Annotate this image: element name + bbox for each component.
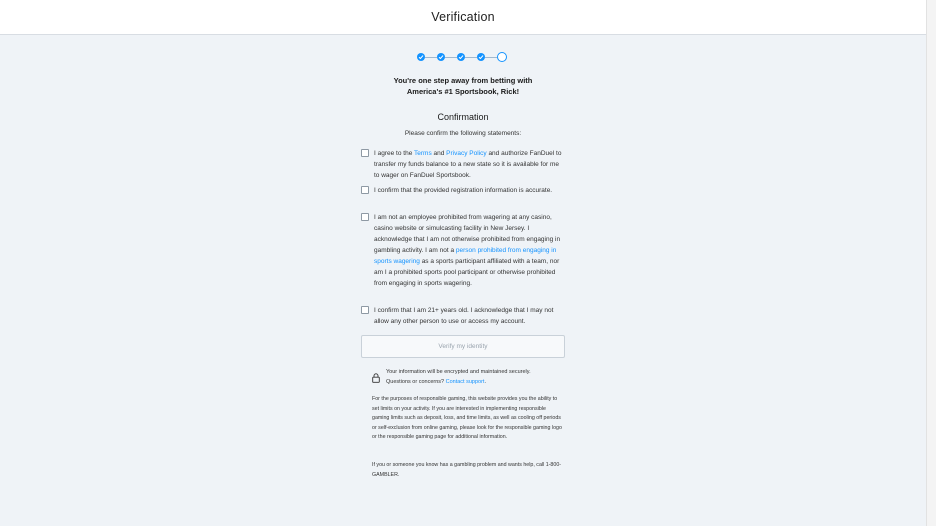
age-checkbox[interactable]	[361, 306, 369, 314]
terms-link[interactable]: Terms	[414, 150, 432, 157]
gambling-help-text: If you or someone you know has a gambling problem and wants help, call 1-800-GAMBLER.	[372, 462, 562, 478]
eligibility-checkbox[interactable]	[361, 213, 369, 221]
statement-terms	[361, 148, 566, 181]
terms-checkbox[interactable]	[361, 149, 369, 157]
step-connector	[445, 57, 457, 58]
accurate-info-checkbox[interactable]	[361, 186, 369, 194]
check-icon	[478, 54, 484, 60]
prohibited-person-link[interactable]: person prohibited from engaging in sports wagering	[374, 247, 557, 265]
statement-age	[361, 305, 566, 327]
step-connector	[425, 57, 437, 58]
responsible-gaming-text: For the purposes of responsible gaming, this website provides you the ability to set limits on your activity. If you are interested in implementing responsible gaming limits such as deposit, loss, and time limits, as well as cooling off periods or self-exclusion from online gaming, please look for the responsible gaming logo or the responsible gaming page for additional information.	[372, 396, 562, 440]
page-header	[0, 0, 926, 35]
page-title: Verification	[431, 10, 495, 24]
headline: You're one step away from betting with America's #1 Sportsbook, Rick!	[393, 76, 533, 96]
step-connector	[485, 57, 497, 58]
step-complete-3	[457, 53, 465, 61]
check-icon	[418, 54, 424, 60]
step-complete-2	[437, 53, 445, 61]
step-complete-4	[477, 53, 485, 61]
statement-accurate	[361, 185, 566, 196]
secure-text: Your information will be encrypted and maintained securely. Questions or concerns? Contact support.	[386, 369, 531, 385]
lock-icon	[372, 373, 380, 383]
step-connector	[465, 57, 477, 58]
step-complete-1	[417, 53, 425, 61]
statement-eligibility-text: I am not an employee prohibited from wagering at any casino, casino website or simulcasting facility in New Jersey. I acknowledge that I am not otherwise prohibited from engaging in gambling activity. I am not a person prohibited from engaging in sports wagering as a sports participant affiliated with a team, nor am I a prohibited sports pool participant or otherwise prohibited from engaging in sports wagering.	[374, 214, 561, 287]
contact-support-link[interactable]: Contact support	[445, 379, 485, 385]
confirmation-title: Confirmation	[437, 112, 489, 122]
secure-info	[372, 367, 562, 387]
statement-accurate-text: I confirm that the provided registration information is accurate.	[374, 187, 553, 194]
privacy-policy-link[interactable]: Privacy Policy	[446, 150, 487, 157]
progress-stepper	[417, 51, 507, 63]
check-icon	[438, 54, 444, 60]
verify-identity-button[interactable]: Verify my identity	[361, 335, 565, 358]
confirmation-subtitle: Please confirm the following statements:	[404, 130, 522, 137]
statement-age-text: I confirm that I am 21+ years old. I acknowledge that I may not allow any other person to use or access my account.	[374, 307, 554, 325]
statement-eligibility	[361, 212, 566, 289]
scrollbar[interactable]	[926, 0, 936, 526]
statement-terms-text: I agree to the Terms and Privacy Policy and authorize FanDuel to transfer my funds balance to a new state so it is available for me to wager on FanDuel Sportsbook.	[374, 150, 562, 179]
check-icon	[458, 54, 464, 60]
step-current-5	[497, 52, 507, 62]
